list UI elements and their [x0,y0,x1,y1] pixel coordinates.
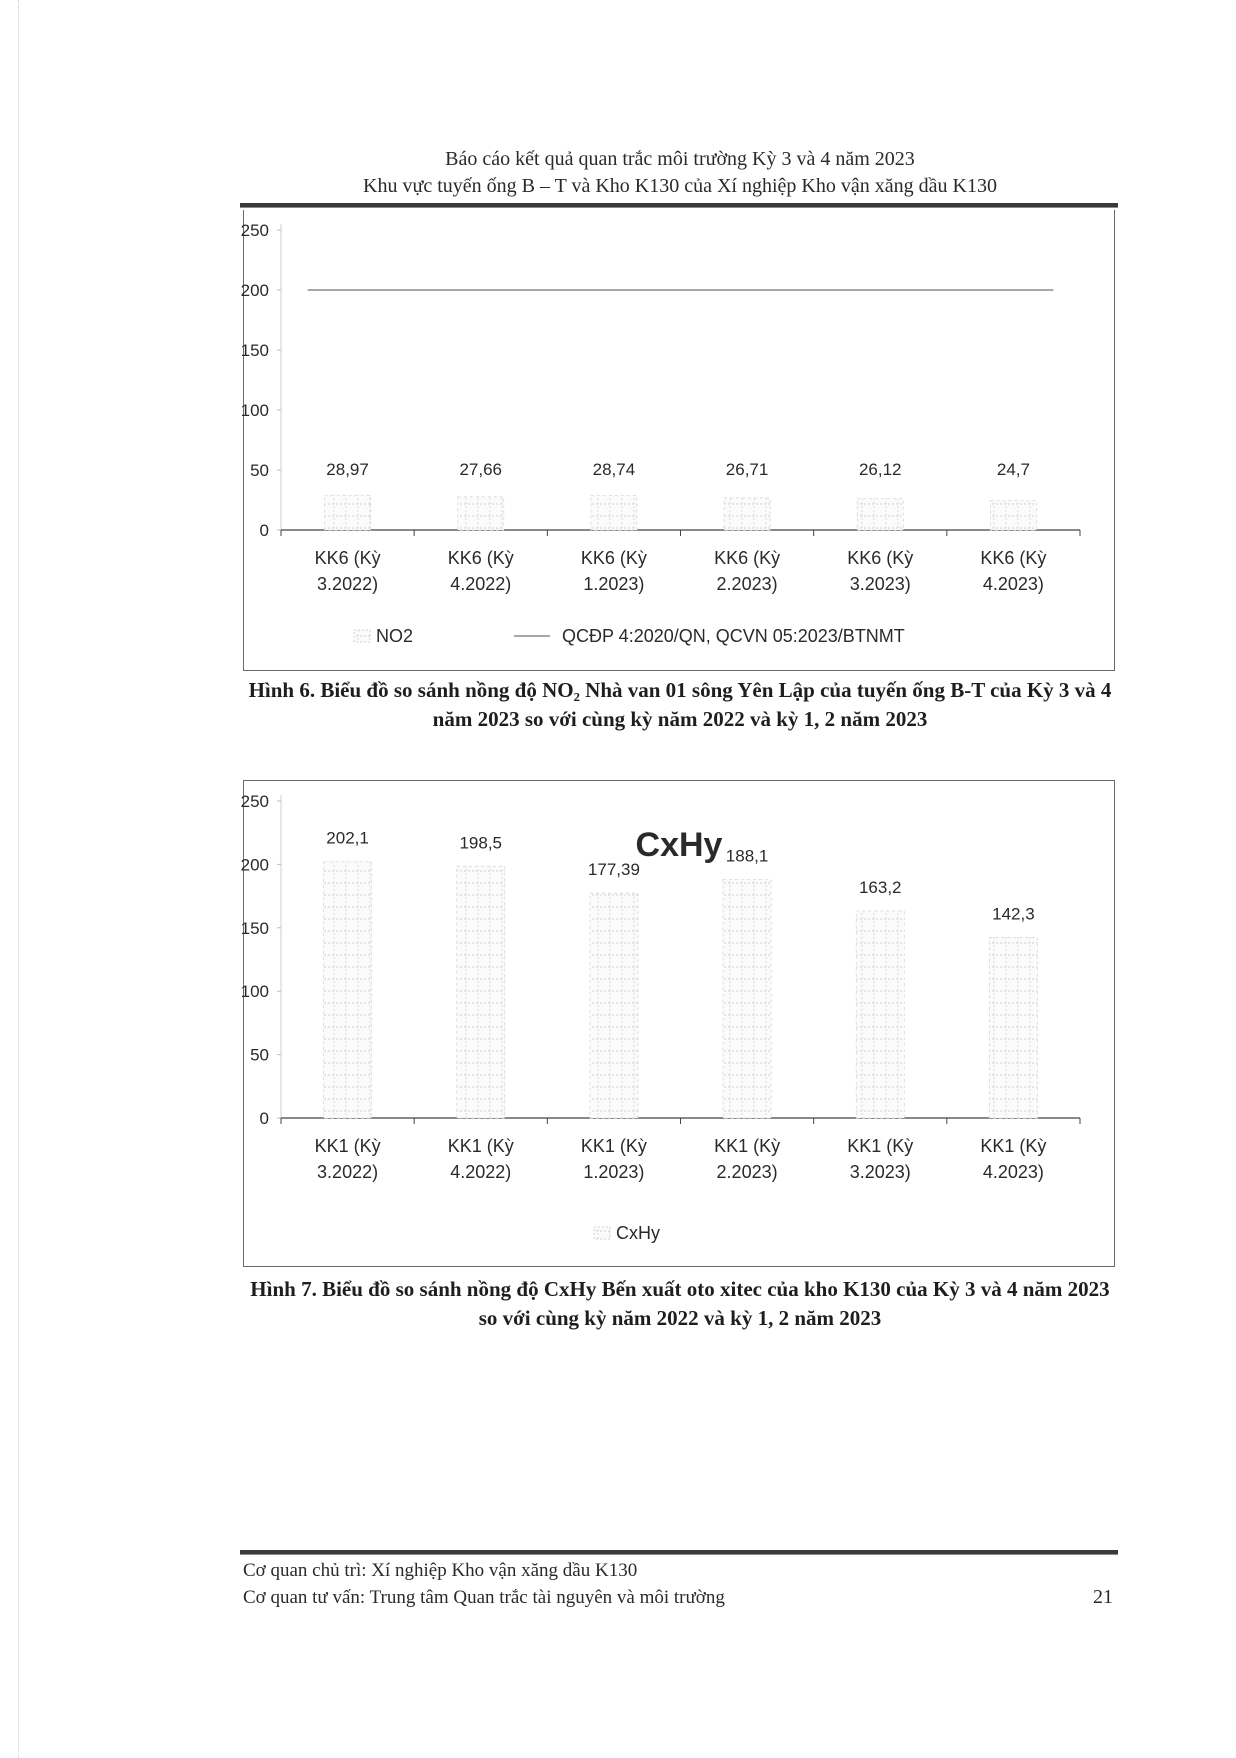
x-tick-label: 4.2022) [450,574,512,594]
x-tick-label: KK6 (Kỳ [980,548,1047,568]
data-label: 177,39 [587,860,640,880]
legend-swatch [354,630,370,642]
x-tick-label: KK6 (Kỳ [714,548,781,568]
y-tick-label: 200 [240,855,269,875]
y-tick-label: 150 [240,918,269,938]
x-tick-label: 4.2023) [982,1162,1044,1182]
x-tick-label: 3.2023) [849,574,911,594]
x-tick-label: 1.2023) [583,1162,645,1182]
data-label: 28,74 [592,460,636,479]
x-tick-label: KK1 (Kỳ [447,1136,514,1156]
header-line-2: Khu vực tuyến ống B – T và Kho K130 của Xí nghiệp Kho vận xăng dầu K130 [363,175,997,197]
bar [458,497,504,530]
x-tick-label: KK1 (Kỳ [314,1136,381,1156]
page-header [240,146,1120,200]
x-tick-label: 3.2023) [849,1162,911,1182]
x-tick-label: KK1 (Kỳ [980,1136,1047,1156]
figure-6-chart [240,210,1115,671]
x-tick-label: 3.2022) [317,574,379,594]
x-tick-label: KK6 (Kỳ [314,548,381,568]
figure-6-chart-svg [240,210,1114,670]
bar [990,500,1036,530]
x-tick-label: KK6 (Kỳ [847,548,914,568]
chart-title: CxHy [635,826,723,864]
legend-label: NO2 [376,626,414,646]
footer-rule [240,1550,1118,1555]
figure-6-caption: Hình 6. Biểu đồ so sánh nồng độ NO₂ Nhà van 01 sông Yên Lập của tuyến ống B-T của Kỳ 3 và 4 năm 2023 so với cùng kỳ năm 2022 và kỳ 1, 2 năm 2023 [248,678,1112,731]
y-tick-label: 0 [259,521,269,540]
bar [325,495,371,530]
header-rule [240,203,1118,208]
bar [324,862,372,1118]
y-tick-label: 0 [259,1109,269,1128]
x-tick-label: KK1 (Kỳ [714,1136,781,1156]
x-tick-label: 2.2023) [716,1162,778,1182]
bar [590,893,638,1118]
data-label: 198,5 [459,833,503,853]
bar [457,866,505,1118]
figure-7-chart-svg [240,781,1114,1266]
data-label: 26,71 [725,460,769,479]
legend-label: QCĐP 4:2020/QN, QCVN 05:2023/BTNMT [562,626,905,646]
x-tick-label: KK6 (Kỳ [580,548,647,568]
bar [857,499,903,530]
y-tick-label: 50 [250,1045,269,1065]
y-tick-label: 250 [240,792,269,811]
x-tick-label: 4.2023) [982,574,1044,594]
data-label: 142,3 [992,904,1035,924]
figure-7-chart [240,780,1115,1267]
bar [989,938,1037,1118]
page-number: 21 [1093,1586,1113,1608]
x-tick-label: 4.2022) [450,1162,512,1182]
data-label: 188,1 [725,846,769,866]
x-tick-label: KK1 (Kỳ [847,1136,914,1156]
x-tick-label: 1.2023) [583,574,645,594]
y-tick-label: 150 [240,341,269,360]
footer-consultant: Cơ quan tư vấn: Trung tâm Quan trắc tài nguyên và môi trường [243,1587,725,1608]
page-edge [18,0,20,1758]
data-label: 26,12 [858,460,902,479]
y-tick-label: 50 [250,461,269,480]
data-label: 27,66 [459,460,503,479]
bar [723,879,771,1118]
y-tick-label: 100 [240,982,269,1002]
legend-label: CxHy [616,1223,660,1243]
bar [856,911,904,1118]
data-label: 163,2 [858,878,902,898]
footer-host: Cơ quan chủ trì: Xí nghiệp Kho vận xăng dầu K130 [243,1560,638,1581]
data-label: 28,97 [326,460,369,479]
y-tick-label: 200 [240,281,269,300]
bar [591,496,637,530]
figure-7-caption: Hình 7. Biểu đồ so sánh nồng độ CxHy Bến xuất oto xitec của kho K130 của Kỳ 3 và 4 năm 2023 so với cùng kỳ năm 2022 và kỳ 1, 2 năm 2023 [250,1277,1110,1330]
data-label: 202,1 [326,828,369,848]
page-footer [243,1557,1113,1611]
data-label: 24,7 [996,460,1030,479]
x-tick-label: KK1 (Kỳ [580,1136,647,1156]
legend-swatch [594,1227,610,1239]
x-tick-label: KK6 (Kỳ [447,548,514,568]
bar [724,498,770,530]
y-tick-label: 100 [240,401,269,420]
y-tick-label: 250 [240,221,269,240]
x-tick-label: 3.2022) [317,1162,379,1182]
x-tick-label: 2.2023) [716,574,778,594]
header-line-1: Báo cáo kết quả quan trắc môi trường Kỳ 3 và 4 năm 2023 [445,148,915,170]
